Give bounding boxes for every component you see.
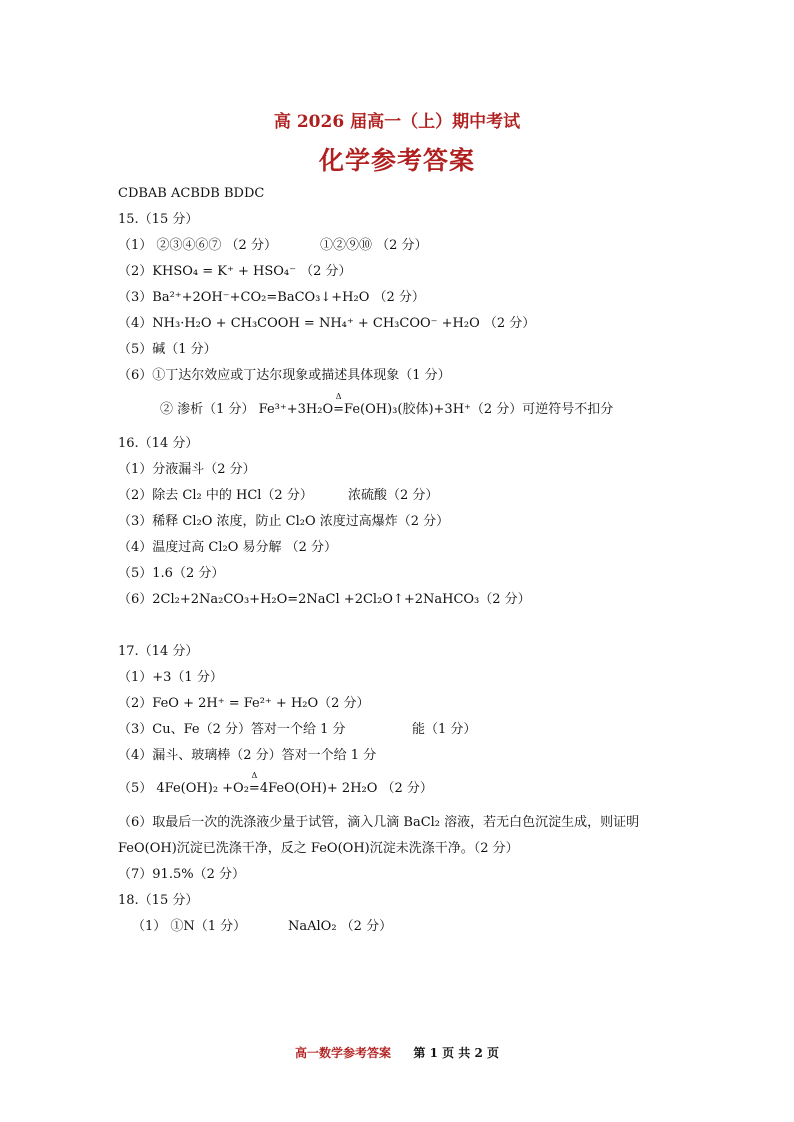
q15-answer-5: （5）碱（1 分） (118, 342, 217, 357)
q16-answer-3: （3）稀释 Cl₂O 浓度，防止 Cl₂O 浓度过高爆炸（2 分） (118, 514, 450, 529)
q17-answer-5 (118, 771, 433, 797)
answer-key-title: 化学参考答案 (318, 146, 475, 175)
choice-answers: CDBAB ACBDB BDDC (118, 186, 265, 201)
heat-delta-symbol: Δ (251, 771, 258, 780)
q18-heading: 18.（15 分） (118, 893, 199, 908)
q17-answer-6b: FeO(OH)沉淀已洗涤干净，反之 FeO(OH)沉淀未洗涤干净。（2 分） (118, 841, 519, 856)
q18-answer-1b: NaAlO₂ （2 分） (288, 919, 393, 934)
heat-equals-sign (248, 771, 260, 797)
q15-answer-1a: （1） ②③④⑥⑦ （2 分） (118, 238, 277, 253)
q15-answer-3: （3）Ba²⁺+2OH⁻+CO₂=BaCO₃↓+H₂O （2 分） (118, 290, 425, 305)
heat-equals-sign (333, 392, 345, 418)
q16-answer-1: （1）分液漏斗（2 分） (118, 462, 256, 477)
heat-delta-symbol: Δ (335, 392, 342, 401)
q17-equation-right: 4FeO(OH)+ 2H₂O （2 分） (259, 781, 433, 796)
q18-answer-1a: （1） ①N（1 分） (132, 919, 247, 934)
footer-subject: 高一数学参考答案 (295, 1046, 392, 1060)
q17-answer-3b: 能（1 分） (412, 722, 477, 737)
q15-equation-right: Fe(OH)₃(胶体)+3H⁺（2 分）可逆符号不扣分 (344, 402, 614, 417)
q15-answer-6-2 (160, 392, 614, 418)
q15-heading: 15.（15 分） (118, 212, 199, 227)
q15-equation-left: ② 渗析（1 分） Fe³⁺+3H₂O (160, 402, 334, 417)
q16-answer-4: （4）温度过高 Cl₂O 易分解 （2 分） (118, 540, 338, 555)
q17-equation-left: （5） 4Fe(OH)₂ +O₂ (118, 781, 249, 796)
q16-answer-2a: （2）除去 Cl₂ 中的 HCl（2 分） (118, 488, 313, 503)
footer-page-number: 第 1 页 共 2 页 (413, 1046, 499, 1060)
q15-answer-2: （2）KHSO₄ = K⁺ + HSO₄⁻ （2 分） (118, 264, 352, 279)
q15-answer-6: （6）①丁达尔效应或丁达尔现象或描述具体现象（1 分） (118, 368, 451, 383)
q17-answer-4: （4）漏斗、玻璃棒（2 分）答对一个给 1 分 (118, 748, 377, 763)
q15-answer-4: （4）NH₃·H₂O + CH₃COOH = NH₄⁺ + CH₃COO⁻ +H₂O （2 分） (118, 316, 536, 331)
page-footer (0, 1044, 794, 1061)
q16-heading: 16.（14 分） (118, 436, 199, 451)
q17-answer-3a: （3）Cu、Fe（2 分）答对一个给 1 分 (118, 722, 346, 737)
q17-answer-2: （2）FeO + 2H⁺ = Fe²⁺ + H₂O（2 分） (118, 696, 370, 711)
q16-answer-6: （6）2Cl₂+2Na₂CO₃+H₂O=2NaCl +2Cl₂O↑+2NaHCO₃（2 分） (118, 592, 531, 607)
q17-answer-6a: （6）取最后一次的洗涤液少量于试管，滴入几滴 BaCl₂ 溶液，若无白色沉淀生成，则证明 (118, 815, 640, 830)
q17-heading: 17.（14 分） (118, 644, 199, 659)
exam-title: 高 2026 届高一（上）期中考试 (273, 112, 521, 132)
equals-symbol: = (333, 402, 345, 417)
q15-answer-1b: ①②⑨⑩ （2 分） (320, 238, 428, 253)
q16-answer-2b: 浓硫酸（2 分） (348, 488, 439, 503)
q17-answer-7: （7）91.5%（2 分） (118, 867, 245, 882)
q16-answer-5: （5）1.6（2 分） (118, 566, 225, 581)
equals-symbol: = (248, 781, 260, 796)
q17-answer-1: （1）+3（1 分） (118, 670, 223, 685)
